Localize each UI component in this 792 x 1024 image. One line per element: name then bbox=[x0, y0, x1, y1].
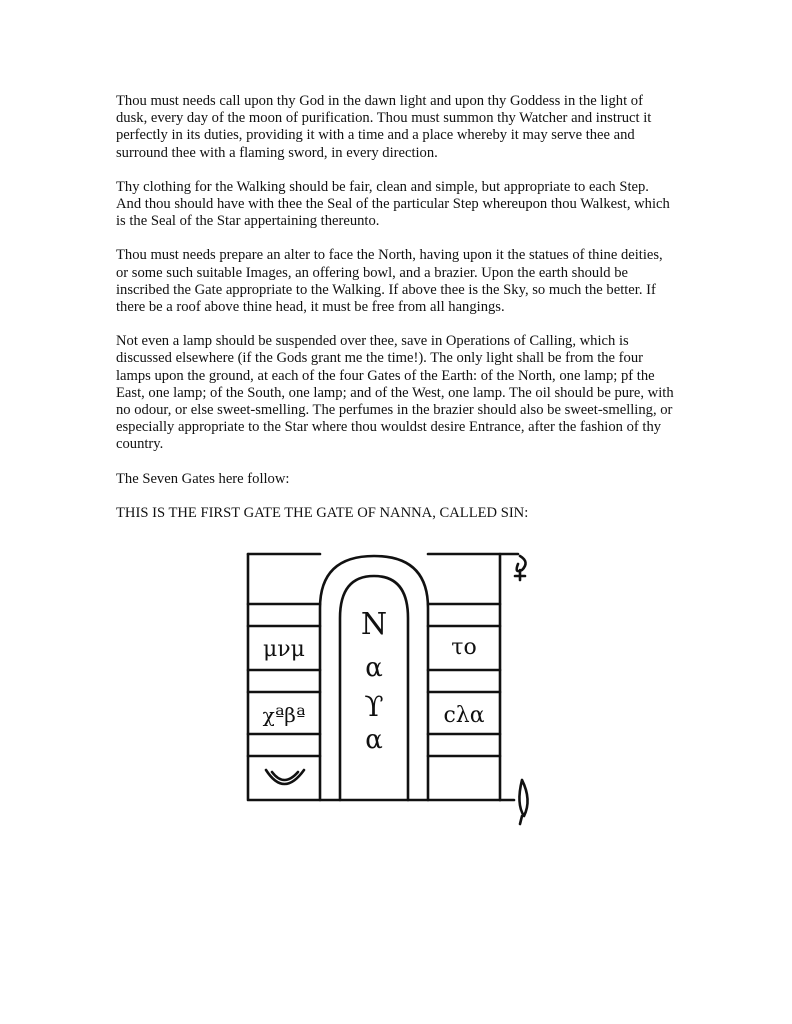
paragraph-4: Not even a lamp should be suspended over thee, save in Operations of Calling, which is discussed elsewhere (if the Gods grant me the time!). The only light shall be from the four lamps upon the ground, at each of the four Gates of the Earth: of the North, one lamp; pf the East, one lamp; of the South, one lamp; and of the West, one lamp. The oil should be pure, with no odour, or else sweet-smelling. The perfumes in the brazier should also be sweet-smelling, or especially appropriate to the Star where thou wouldst desire Entrance, after the fashion of thy country. bbox=[116, 333, 674, 453]
top-right-sigil-icon bbox=[517, 556, 526, 571]
seal-center-letter-1: N bbox=[360, 607, 388, 642]
bottom-right-sigil-icon bbox=[519, 780, 527, 816]
seal-top-right bbox=[428, 554, 500, 800]
body-text bbox=[116, 93, 676, 539]
gate-heading: THIS IS THE FIRST GATE THE GATE OF NANNA, CALLED SIN: bbox=[116, 504, 529, 521]
seal-center-letter-4: α bbox=[365, 725, 383, 755]
seal-right-lower-text: cλα bbox=[443, 703, 485, 728]
paragraph-1: Thou must needs call upon thy God in the dawn light and upon thy Goddess in the light of dusk, every day of the moon of purification. Thou must summon thy Watcher and instruct it perfectly in its duties, providing it with a time and a place whereby it may serve thee and surround thee with a flaming sword, in every direction. bbox=[116, 93, 652, 161]
seal-center-letter-3: ϒ bbox=[364, 690, 384, 723]
paragraph-5: The Seven Gates here follow: bbox=[116, 470, 290, 487]
seal-right-upper-text: το bbox=[451, 635, 477, 660]
seal-left-upper-text: μνμ bbox=[263, 637, 305, 662]
paragraph-3: Thou must needs prepare an alter to face the North, having upon it the statues of thine deities, or some such suitable Images, an offering bowl, and a brazier. Upon the earth should be inscribed the Gate appropriate to the Walking. If above thee is the Sky, so much the better. If there be a roof above thine head, it must be free from all hangings. bbox=[116, 247, 663, 316]
gate-seal-figure bbox=[236, 548, 546, 828]
seal-left-lower-text: χªβª bbox=[262, 703, 306, 727]
seal-center-letter-2: α bbox=[365, 653, 383, 683]
paragraph-2: Thy clothing for the Walking should be fair, clean and simple, but appropriate to each Step. And thou should have with thee the Seal of the particular Step whereupon thou Walkest, which is the Seal of the Star appertaining thereunto. bbox=[116, 178, 670, 230]
gate-seal-svg bbox=[236, 548, 546, 828]
